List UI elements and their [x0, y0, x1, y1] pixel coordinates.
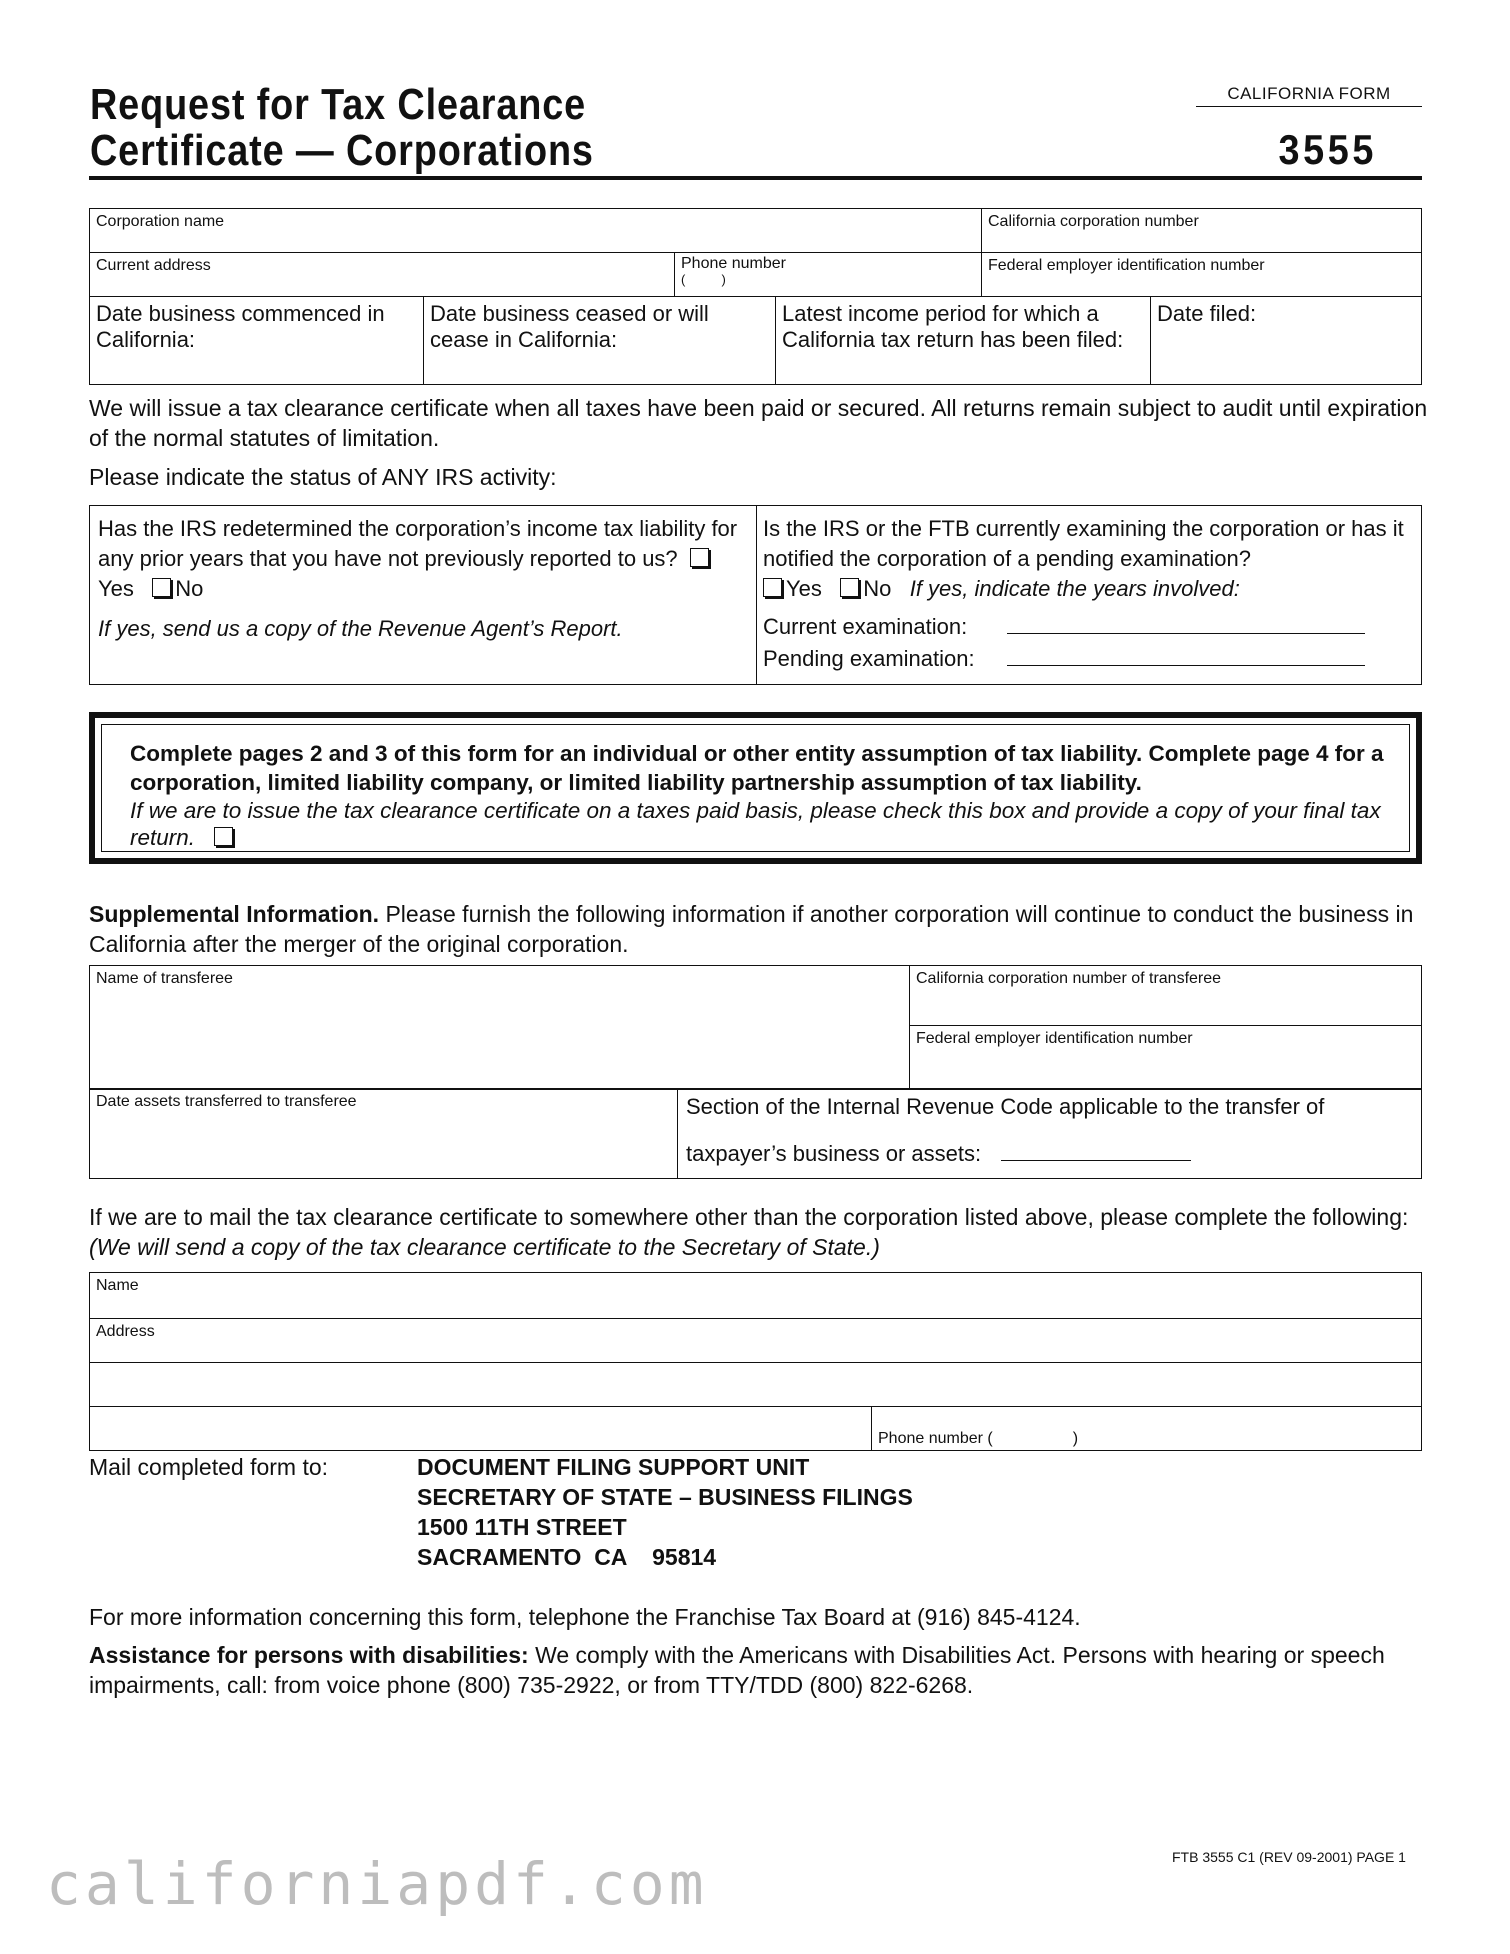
date-filed-label: Date filed:: [1157, 301, 1257, 326]
irs-examination-cell: [757, 506, 1422, 685]
disabilities-label: Assistance for persons with disabilities:: [89, 1642, 529, 1668]
complete-pages-instruction: Complete pages 2 and 3 of this form for an individual or other entity assumption of tax liability. Complete page 4 for a corporation, limited liability company, or limited liability partnership assumption of tax liability.: [130, 741, 1384, 795]
corporation-name-field[interactable]: [90, 209, 982, 253]
taxes-paid-basis-checkbox[interactable]: [214, 827, 233, 846]
fein-field[interactable]: [982, 253, 1422, 297]
mail-address-line-2: SECRETARY OF STATE – BUSINESS FILINGS: [417, 1484, 913, 1510]
latest-income-period-field[interactable]: [776, 297, 1151, 385]
years-involved-note: If yes, indicate the years involved:: [909, 576, 1240, 601]
irs-redetermination-cell: [90, 506, 757, 685]
mailing-address-label: Address: [96, 1323, 155, 1340]
date-ceased-field[interactable]: [424, 297, 776, 385]
mailing-phone-field[interactable]: [872, 1407, 1422, 1451]
secretary-of-state-note: (We will send a copy of the tax clearance certificate to the Secretary of State.): [89, 1234, 880, 1260]
irs-examination-question: Is the IRS or the FTB currently examining the corporation or has it notified the corporation of a pending examination?: [763, 516, 1404, 571]
irs-redetermination-question: Has the IRS redetermined the corporation’s income tax liability for any prior years that you have not previously reported to us?: [98, 516, 738, 571]
disabilities-text: We comply with the Americans with Disabilities Act. Persons with hearing or speech impairments, call: from voice phone (800) 735-2922, or from TTY/TDD (800) 822-6268.: [89, 1642, 1385, 1698]
title-line-2: Certificate — Corporations: [90, 126, 594, 175]
ca-corp-number-label: California corporation number: [988, 213, 1199, 230]
date-commenced-field[interactable]: [90, 297, 424, 385]
irc-section-line-1: Section of the Internal Revenue Code applicable to the transfer of: [686, 1094, 1325, 1119]
mail-to-label: Mail completed form to:: [89, 1454, 329, 1480]
header-rule: [89, 176, 1422, 180]
transfer-details-table: [89, 1088, 1422, 1179]
taxes-paid-basis-note: If we are to issue the tax clearance certificate on a taxes paid basis, please check this box and provide a copy of your final tax return.: [130, 798, 1381, 850]
mailing-text: If we are to mail the tax clearance certificate to somewhere other than the corporation listed above, please complete the following:: [89, 1204, 1409, 1230]
watermark: californiapdf.com: [46, 1850, 708, 1918]
mailing-address-line-2[interactable]: [90, 1363, 1422, 1407]
mailing-name-label: Name: [96, 1277, 139, 1294]
current-examination-blank[interactable]: [1007, 613, 1365, 634]
date-assets-transferred-label: Date assets transferred to transferee: [96, 1093, 357, 1110]
supplemental-text: Please furnish the following information if another corporation will continue to conduct the business in California after the merger of the original corporation.: [89, 901, 1414, 957]
transferee-name-label: Name of transferee: [96, 970, 233, 987]
revenue-agent-note: If yes, send us a copy of the Revenue Agent’s Report.: [98, 616, 623, 641]
redetermination-yes-label: Yes: [98, 576, 134, 601]
mailing-address-field[interactable]: [90, 1319, 1422, 1363]
examination-yes-checkbox[interactable]: [763, 578, 782, 597]
irc-section-blank[interactable]: [1001, 1142, 1191, 1161]
clearance-statement: We will issue a tax clearance certificate when all taxes have been paid or secured. All returns remain subject to audit until expiration of the normal statutes of limitation.: [89, 395, 1428, 451]
mail-address-line-1: DOCUMENT FILING SUPPORT UNIT: [417, 1454, 810, 1480]
pending-examination-blank[interactable]: [1007, 645, 1365, 666]
transferee-table: [89, 965, 1422, 1090]
disabilities-paragraph: [89, 1640, 1429, 1700]
dates-table: [89, 296, 1422, 385]
examination-no-label: No: [863, 576, 892, 601]
more-info-text: For more information concerning this form, telephone the Franchise Tax Board at (916) 845-4124.: [89, 1604, 1081, 1630]
form-number: 3555: [1278, 126, 1377, 173]
mail-address-line-3: 1500 11TH STREET: [417, 1514, 627, 1540]
supplemental-heading: Supplemental Information.: [89, 901, 380, 927]
phone-number-label: Phone number: [681, 255, 786, 272]
mailing-name-field[interactable]: [90, 1273, 1422, 1319]
phone-parens: ( ): [681, 272, 726, 287]
date-ceased-label: Date business ceased or will cease in California:: [430, 301, 709, 352]
latest-income-period-label: Latest income period for which a California tax return has been filed:: [782, 301, 1124, 352]
transferee-fein-field[interactable]: [910, 1026, 1422, 1090]
transferee-ca-corp-number-label: California corporation number of transferee: [916, 970, 1222, 987]
irc-section-field[interactable]: [678, 1089, 1422, 1179]
transferee-fein-label: Federal employer identification number: [916, 1030, 1193, 1047]
mailing-address-table: [89, 1272, 1422, 1451]
irs-activity-table: [89, 505, 1422, 685]
examination-no-checkbox[interactable]: [840, 578, 859, 597]
form-title: [90, 82, 594, 174]
corporation-name-label: Corporation name: [96, 213, 225, 230]
mailing-phone-label: Phone number ( ): [878, 1430, 1079, 1447]
corporation-info-table: [89, 208, 1422, 297]
date-assets-transferred-field[interactable]: [90, 1089, 678, 1179]
mail-address-line-4: SACRAMENTO CA 95814: [417, 1544, 717, 1570]
redetermination-no-label: No: [175, 576, 204, 601]
date-filed-field[interactable]: [1151, 297, 1422, 385]
california-form-label: CALIFORNIA FORM: [1196, 84, 1422, 107]
examination-yes-label: Yes: [786, 576, 822, 601]
mailing-paragraph: [89, 1202, 1429, 1262]
pending-examination-label: Pending examination:: [763, 646, 975, 671]
ca-corp-number-field[interactable]: [982, 209, 1422, 253]
current-examination-label: Current examination:: [763, 614, 968, 639]
transferee-name-field[interactable]: [90, 966, 910, 1090]
irc-section-line-2: taxpayer’s business or assets:: [686, 1141, 982, 1166]
form-revision-footer: FTB 3555 C1 (REV 09-2001) PAGE 1: [1172, 1849, 1406, 1865]
transferee-ca-corp-number-field[interactable]: [910, 966, 1422, 1026]
redetermination-no-checkbox[interactable]: [152, 578, 171, 597]
redetermination-yes-checkbox[interactable]: [690, 548, 709, 567]
current-address-field[interactable]: [90, 253, 675, 297]
current-address-label: Current address: [96, 257, 211, 274]
title-line-1: Request for Tax Clearance: [90, 80, 587, 129]
mailing-city-field[interactable]: [90, 1407, 872, 1451]
date-commenced-label: Date business commenced in California:: [96, 301, 385, 352]
mail-to-address: [417, 1452, 913, 1572]
supplemental-info-paragraph: [89, 899, 1429, 959]
fein-label: Federal employer identification number: [988, 257, 1265, 274]
irs-activity-prompt: Please indicate the status of ANY IRS activity:: [89, 464, 557, 490]
phone-number-field[interactable]: [675, 253, 982, 297]
instructions-notice-box: [89, 712, 1422, 864]
